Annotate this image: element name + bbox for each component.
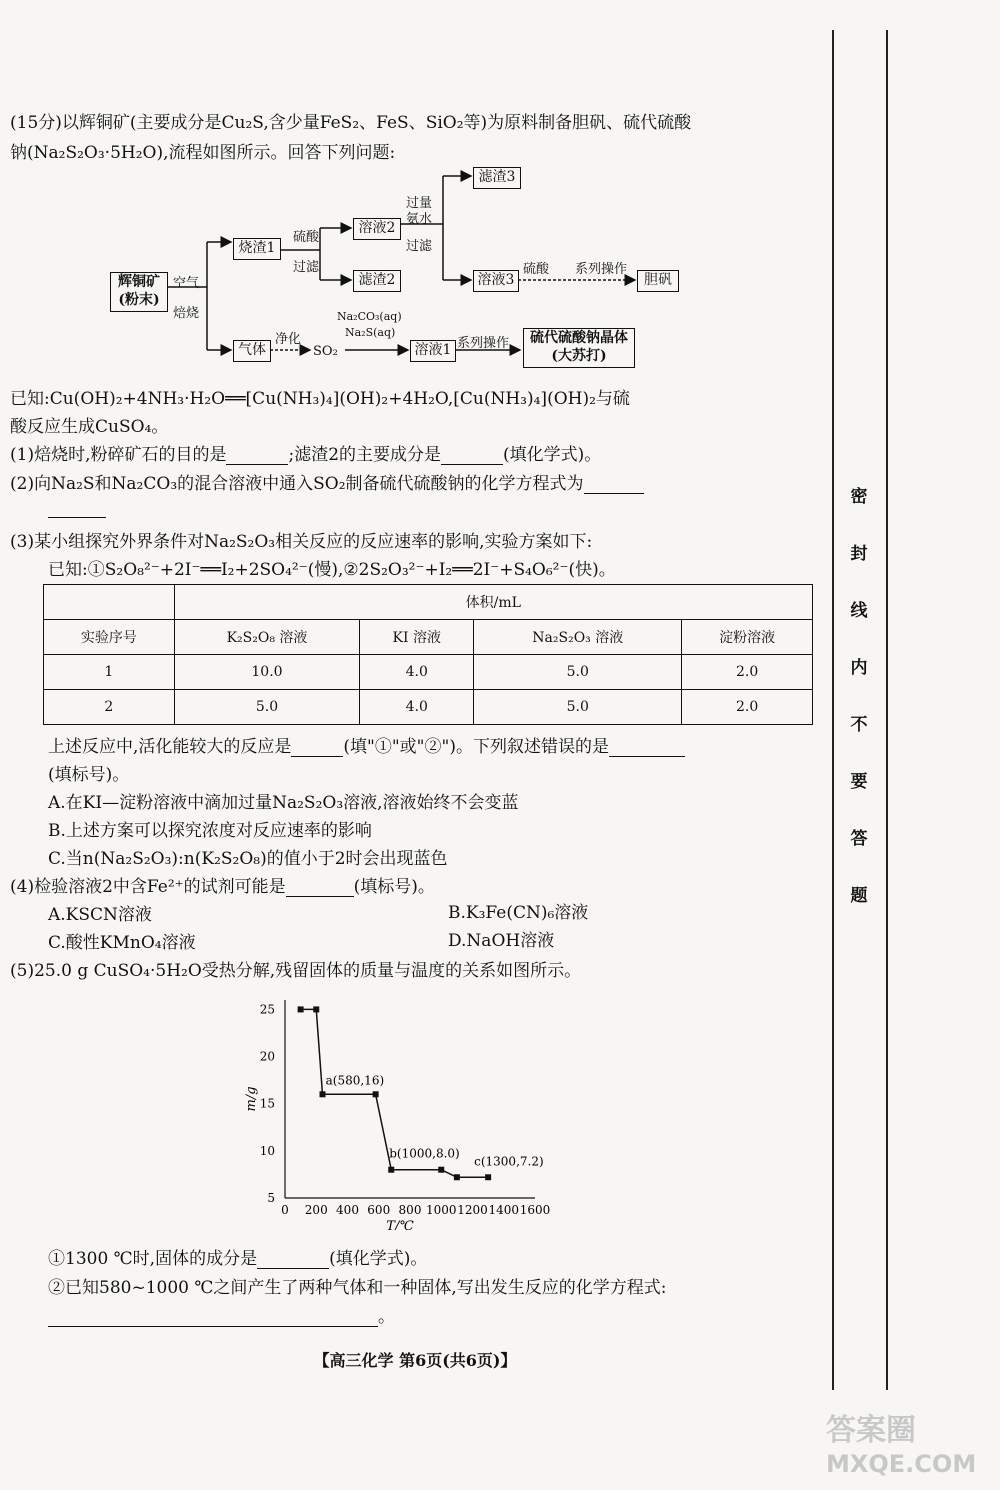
data-label: c(1300,7.2) [474, 1154, 544, 1169]
flow-slag3-box: 滤渣3 [473, 167, 521, 189]
option-a: A.在KI—淀粉溶液中滴加过量Na₂S₂O₃溶液,溶液始终不会变蓝 [48, 793, 519, 813]
process-flow-diagram [105, 162, 685, 382]
q1-answer-blank-2[interactable] [441, 464, 503, 465]
q4-option-d: D.NaOH溶液 [448, 931, 555, 951]
flow-reagent1-label: Na₂CO₃(aq) [337, 310, 402, 323]
x-tick-label: 1400 [488, 1203, 520, 1217]
binding-char: 密 [850, 487, 868, 507]
q3a-line [48, 732, 685, 757]
binding-char: 内 [850, 658, 868, 678]
flow-filter2-label: 过滤 [406, 239, 433, 254]
question-intro-line1: (15分)以辉铜矿(主要成分是Cu₂S,含少量FeS₂、FeS、SiO₂等)为原料制备胆矾、硫代硫酸 [10, 113, 692, 133]
data-point [388, 1167, 394, 1173]
binding-char: 题 [850, 886, 868, 906]
q3a-text: 上述反应中,活化能较大的反应是 [48, 737, 292, 757]
flow-slag2-box: 滤渣2 [353, 270, 401, 292]
flow-filter-label: 过滤 [293, 260, 320, 275]
known-line2: 酸反应生成CuSO₄。 [10, 417, 169, 437]
q5b-line2 [48, 1302, 395, 1327]
q3a-answer-blank[interactable] [291, 756, 343, 757]
q2-text: (2)向Na₂S和Na₂CO₃的混合溶液中通入SO₂制备硫代硫酸钠的化学方程式为 [10, 474, 584, 494]
watermark-url: MXQE.COM [826, 1450, 977, 1478]
experiment-table [43, 584, 813, 725]
q3a-text-b: (填"①"或"②")。下列叙述错误的是 [343, 737, 609, 757]
x-axis-label: T/℃ [386, 1219, 414, 1230]
flow-ammonia-label: 氨水 [406, 212, 433, 227]
data-label: a(580,16) [325, 1073, 385, 1088]
table-cell: 4.0 [360, 655, 474, 690]
y-tick-label: 10 [259, 1143, 275, 1158]
data-point [454, 1174, 460, 1180]
x-tick-label: 1200 [457, 1203, 488, 1217]
binding-char: 不 [850, 715, 868, 735]
data-point [313, 1006, 319, 1012]
x-tick-label: 600 [367, 1203, 391, 1217]
q4-option-c: C.酸性KMnO₄溶液 [48, 933, 196, 953]
table-cell: 5.0 [474, 655, 682, 690]
q3a-line2: (填标号)。 [48, 765, 130, 785]
q5b-answer-blank[interactable] [48, 1326, 378, 1327]
flow-series-label: 系列操作 [575, 262, 628, 277]
x-tick-label: 1600 [519, 1203, 551, 1217]
known-line1: 已知:Cu(OH)₂+4NH₃·H₂O══[Cu(NH₃)₄](OH)₂+4H₂O,[Cu(NH₃)₄](OH)₂与硫 [10, 389, 630, 409]
q5b-line: ②已知580~1000 ℃之间产生了两种气体和一种固体,写出发生反应的化学方程式: [48, 1278, 667, 1298]
table-cell: 1 [44, 655, 175, 690]
page-footer: 【高三化学 第6页(共6页)】 [313, 1351, 517, 1370]
flow-acid-label: 硫酸 [293, 230, 320, 245]
table-header: Na₂S₂O₃ 溶液 [474, 620, 682, 655]
q1-text: (1)焙烧时,粉碎矿石的目的是 [10, 445, 227, 465]
q1-text-c: (填化学式)。 [503, 445, 602, 465]
x-tick-label: 1000 [425, 1203, 457, 1217]
q5a-line [48, 1244, 427, 1269]
table-volume-header: 体积/mL [174, 585, 812, 620]
flow-so2-label: SO₂ [313, 344, 338, 359]
binding-char: 封 [850, 544, 868, 564]
binding-char: 答 [850, 829, 868, 849]
table-cell: 2 [44, 690, 175, 725]
q5a-text: ①1300 ℃时,固体的成分是 [48, 1249, 258, 1269]
q2-line2 [48, 498, 106, 518]
q5a-answer-blank[interactable] [257, 1268, 329, 1269]
flow-excess-label: 过量 [406, 196, 433, 211]
flow-reagent2-label: Na₂S(aq) [345, 326, 396, 339]
flow-acid2-label: 硫酸 [523, 262, 550, 277]
table-cell: 5.0 [174, 690, 360, 725]
table-cell: 5.0 [474, 690, 682, 725]
flow-solution1-box: 溶液1 [410, 340, 456, 362]
table-cell: 2.0 [682, 690, 813, 725]
q3a-answer-blank-2[interactable] [609, 756, 685, 757]
binding-text [845, 482, 873, 938]
y-tick-label: 5 [267, 1191, 275, 1205]
option-b: B.上述方案可以探究浓度对反应速率的影响 [48, 821, 372, 841]
data-point [485, 1174, 491, 1180]
table-header: 实验序号 [44, 620, 175, 655]
flow-purify-label: 净化 [275, 332, 302, 347]
mass-temperature-chart [235, 990, 555, 1230]
q1-line [10, 440, 601, 465]
flow-air-label: 空气 [173, 276, 200, 291]
q5a-text-b: (填化学式)。 [329, 1249, 428, 1269]
q5-line: (5)25.0 g CuSO₄·5H₂O受热分解,残留固体的质量与温度的关系如图所示。 [10, 961, 582, 981]
table-cell: 4.0 [360, 690, 474, 725]
table-cell: 10.0 [174, 655, 360, 690]
binding-char: 线 [850, 601, 868, 621]
watermark-logo: 答案圈 [826, 1413, 916, 1448]
table-row [44, 690, 813, 725]
data-label: b(1000,8.0) [389, 1146, 460, 1161]
q4-option-b: B.K₃Fe(CN)₆溶液 [448, 903, 589, 923]
y-tick-label: 20 [259, 1049, 275, 1064]
x-tick-label: 800 [398, 1203, 422, 1217]
q2-line [10, 469, 644, 494]
data-point [320, 1091, 326, 1097]
data-point [298, 1006, 304, 1012]
flow-slag1-box: 烧渣1 [233, 238, 281, 260]
flow-ore-box: 辉铜矿 (粉末) [110, 272, 168, 312]
q3-line: (3)某小组探究外界条件对Na₂S₂O₃相关反应的反应速率的影响,实验方案如下: [10, 532, 593, 552]
question-intro-line2: 钠(Na₂S₂O₃·5H₂O),流程如图所示。回答下列问题: [10, 143, 396, 163]
q1-text-b: ;滤渣2的主要成分是 [288, 445, 442, 465]
table-header: 淀粉溶液 [682, 620, 813, 655]
flow-product-box: 硫代硫酸钠晶体 (大苏打) [523, 328, 635, 368]
table-cell: 2.0 [682, 655, 813, 690]
data-point [373, 1091, 379, 1097]
x-tick-label: 0 [281, 1203, 289, 1217]
q2-answer-blank-2[interactable] [48, 517, 106, 518]
q1-answer-blank[interactable] [226, 464, 288, 465]
q4-text-b: (填标号)。 [353, 877, 435, 897]
x-tick-label: 200 [304, 1203, 328, 1217]
table-row [44, 655, 813, 690]
flow-bluevitriol-box: 胆矾 [637, 270, 679, 292]
x-tick-label: 400 [336, 1203, 359, 1217]
q5b-end: 。 [378, 1307, 395, 1327]
q2-answer-blank[interactable] [584, 493, 644, 494]
table-header: KI 溶液 [360, 620, 474, 655]
q3-known: 已知:①S₂O₈²⁻+2I⁻══I₂+2SO₄²⁻(慢),②2S₂O₃²⁻+I₂══2I⁻+S₄O₆²⁻(快)。 [48, 560, 616, 580]
q4-line [10, 872, 435, 897]
flow-gas-box: 气体 [233, 340, 271, 362]
y-tick-label: 25 [259, 1002, 275, 1017]
q4-text: (4)检验溶液2中含Fe²⁺的试剂可能是 [10, 877, 286, 897]
flow-roast-label: 焙烧 [173, 306, 200, 321]
flow-series2-label: 系列操作 [457, 336, 510, 351]
q4-option-a: A.KSCN溶液 [48, 905, 152, 925]
flow-solution3-box: 溶液3 [473, 270, 519, 292]
table-empty-corner [44, 585, 175, 620]
option-c: C.当n(Na₂S₂O₃):n(K₂S₂O₈)的值小于2时会出现蓝色 [48, 849, 448, 869]
table-header: K₂S₂O₈ 溶液 [174, 620, 360, 655]
y-tick-label: 15 [259, 1096, 275, 1111]
y-axis-label: m/g [244, 1086, 259, 1112]
data-point [438, 1167, 444, 1173]
flow-solution2-box: 溶液2 [353, 218, 401, 240]
q4-answer-blank[interactable] [286, 896, 354, 897]
binding-char: 要 [850, 772, 868, 792]
